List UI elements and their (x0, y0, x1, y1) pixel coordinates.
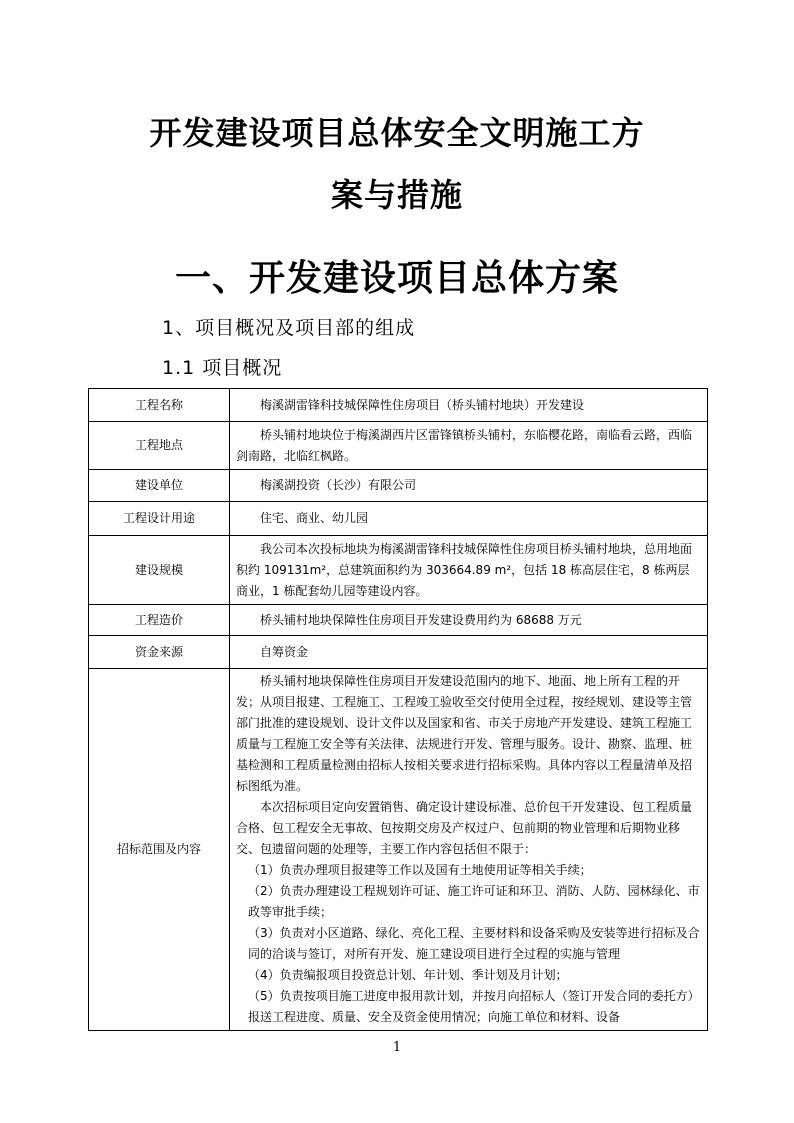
table-row (89, 502, 708, 536)
row-label: 工程地点 (89, 422, 230, 470)
row-label: 建设单位 (89, 470, 230, 502)
table-row (89, 389, 708, 422)
row-value: 自筹资金 (230, 636, 708, 669)
row-label: 资金来源 (89, 636, 230, 669)
document-title-line-2: 案与措施 (330, 176, 463, 214)
subheading-project-overview: 1、项目概况及项目部的组成 (162, 317, 416, 339)
row-value: 住宅、商业、幼儿园 (230, 502, 708, 536)
row-value: 我公司本次投标地块为梅溪湖雷锋科技城保障性住房项目桥头铺村地块，总用地面积约 109131m²，总建筑面积约为 303664.89 m²，包括 18 栋高层住宅，8 栋两层商业，1 栋配套幼儿园等建设内容。 (230, 536, 708, 605)
scope-paragraph-1: 桥头铺村地块保障性住房项目开发建设范围内的地下、地面、地上所有工程的开发；从项目报建、工程施工、工程竣工验收至交付使用全过程，按经规划、建设等主管部门批准的建设规划、设计文件以及国家和省、市关于房地产开发建设、建筑工程施工质量与工程施工安全等有关法律、法规进行开发、管理与服务。设计、勘察、监理、桩基检测和工程质量检测由招标人按相关要求进行招标采购。具体内容以工程量清单及招标图纸为准。 (236, 674, 693, 793)
scope-paragraph-2: 本次招标项目定向安置销售、确定设计建设标准、总价包干开发建设、包工程质量合格、包工程安全无事故、包按期交房及产权过户、包前期的物业管理和后期物业移交、包遗留问题的处理等，主要工作内容包括但不限于： (236, 800, 693, 856)
row-label: 建设规模 (89, 536, 230, 605)
table-row (89, 422, 708, 470)
row-value: 桥头铺村地块位于梅溪湖西片区雷锋镇桥头铺村，东临樱花路，南临看云路，西临剑南路，北临红枫路。 (230, 422, 708, 470)
row-label: 招标范围及内容 (89, 669, 230, 1031)
scope-content (230, 669, 708, 1031)
table-row (89, 470, 708, 502)
table-row (89, 605, 708, 636)
document-title-line-1: 开发建设项目总体安全文明施工方 (149, 114, 645, 152)
scope-item-2: （2）负责办理建设工程规划许可证、施工许可证和环卫、消防、人防、园林绿化、市政等审批手续； (248, 884, 700, 919)
row-label: 工程造价 (89, 605, 230, 636)
scope-item-5: （5）负责按项目施工进度申报用款计划，并按月向招标人（签订开发合同的委托方）报送工程进度、质量、安全及资金使用情况；向施工单位和材料、设备 (248, 989, 700, 1024)
row-value: 梅溪湖投资（长沙）有限公司 (230, 470, 708, 502)
project-info-table (88, 388, 708, 1031)
row-label: 工程名称 (89, 389, 230, 422)
row-value: 桥头铺村地块保障性住房项目开发建设费用约为 68688 万元 (230, 605, 708, 636)
row-label: 工程设计用途 (89, 502, 230, 536)
table-row (89, 636, 708, 669)
section-heading: 一、开发建设项目总体方案 (174, 258, 619, 299)
row-value: 梅溪湖雷锋科技城保障性住房项目（桥头铺村地块）开发建设 (230, 389, 708, 422)
scope-item-1: （1）负责办理项目报建等工作以及国有土地使用证等相关手续； (248, 863, 592, 877)
subheading-1-1: 1.1 项目概况 (162, 357, 283, 379)
page-number: 1 (392, 1040, 402, 1055)
table-row (89, 669, 708, 1031)
scope-item-4: （4）负责编报项目投资总计划、年计划、季计划及月计划； (248, 968, 568, 982)
table-row (89, 536, 708, 605)
scope-item-3: （3）负责对小区道路、绿化、亮化工程、主要材料和设备采购及安装等进行招标及合同的洽谈与签订，对所有开发、施工建设项目进行全过程的实施与管理 (248, 926, 700, 961)
